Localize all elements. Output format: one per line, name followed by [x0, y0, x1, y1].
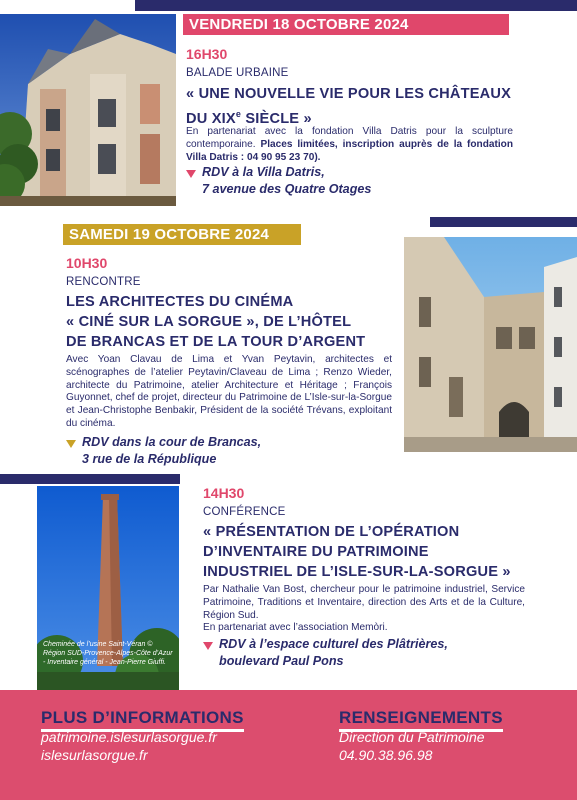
courtyard-photo: [404, 237, 577, 452]
event1-rdv-triangle-icon: [186, 170, 196, 178]
footer-info-heading-text: PLUS D’INFORMATIONS: [41, 708, 244, 727]
event2-time: 10H30: [66, 255, 108, 271]
event1-title-line2a: DU XIX: [186, 110, 236, 127]
event3-title: [203, 522, 533, 582]
event1-title-line1: « UNE NOUVELLE VIE POUR LES CHÂTEAUX: [186, 86, 512, 102]
footer-info-link1[interactable]: patrimoine.islesurlasorgue.fr: [41, 729, 217, 745]
event3-kind: CONFÉRENCE: [203, 506, 286, 518]
event2-navy-bar: [430, 217, 577, 227]
chimney-photo: [37, 486, 179, 690]
event3-rdv-line2: boulevard Paul Pons: [219, 654, 344, 668]
event1-title-line2b: SIÈCLE »: [241, 110, 312, 127]
top-navy-bar: [135, 0, 577, 11]
footer-contact-line1: Direction du Patrimoine: [339, 729, 485, 745]
event1-kind: BALADE URBAINE: [186, 67, 289, 79]
event2-kind: RENCONTRE: [66, 276, 141, 288]
footer-contact-heading-text: RENSEIGNEMENTS: [339, 708, 503, 727]
event2-rdv-line1: RDV dans la cour de Brancas,: [82, 435, 262, 449]
event2-description: Avec Yoan Clavau de Lima et Yvan Peytavin, architectes et scénographes de l’atelier Peytavin/Claveau de Lima ; Renzo Wieder, architecte du Patrimoine, atelier Architecture et Héritage ; François Guyonnet, chef de projet, directeur du Patrimoine de L’Isle-sur-la-Sorgue et Jean-Christophe Benbakir, Président de la société Trévans, exploitant du cinéma.: [66, 354, 392, 429]
event1-rdv: [202, 164, 371, 198]
chimney-photo-caption: Cheminée de l’usine Saint-Véran © Région SUD-Provence-Alpes-Côte d’Azur - Inventaire général - Jean-Pierre Giuffi.: [43, 641, 173, 666]
event1-description: [186, 126, 513, 164]
event3-desc-partner: En partenariat avec l’association Memòri.: [203, 622, 388, 634]
event3-time: 14H30: [203, 485, 245, 501]
event2-title-line1: LES ARCHITECTES DU CINÉMA: [66, 294, 294, 310]
event3-navy-bar: [0, 474, 180, 484]
event1-desc-plain: En partenariat avec la fondation Villa Datris pour la sculpture contemporaine.: [186, 126, 513, 150]
event1-rdv-line1: RDV à la Villa Datris,: [202, 165, 325, 179]
event2-title: [66, 292, 396, 352]
event2-date-badge: SAMEDI 19 OCTOBRE 2024: [63, 224, 301, 245]
event1-desc-bold: Places limitées, inscription auprès de la fondation Villa Datris : 04 90 95 23 70).: [186, 138, 513, 163]
event3-description: [203, 584, 525, 635]
event2-title-line3: DE BRANCAS ET DE LA TOUR D’ARGENT: [66, 334, 366, 350]
event1-time: 16H30: [186, 46, 228, 62]
event3-rdv-line1: RDV à l’espace culturel des Plâtrières,: [219, 637, 448, 651]
event2-title-line2: « CINÉ SUR LA SORGUE », DE L’HÔTEL: [66, 314, 352, 330]
event3-title-line3: INDUSTRIEL DE L’ISLE-SUR-LA-SORGUE »: [203, 564, 511, 580]
event3-rdv-triangle-icon: [203, 642, 213, 650]
footer-band: [0, 690, 577, 800]
event2-rdv: [82, 434, 261, 468]
event3-title-line1: « PRÉSENTATION DE L’OPÉRATION: [203, 524, 460, 540]
event3-rdv: [219, 636, 448, 670]
footer-contact-phone: 04.90.38.96.98: [339, 747, 433, 763]
footer-info-link2[interactable]: islesurlasorgue.fr: [41, 747, 148, 763]
event1-date-badge: VENDREDI 18 OCTOBRE 2024: [183, 14, 509, 35]
event1-rdv-line2: 7 avenue des Quatre Otages: [202, 182, 372, 196]
event1-title-sup: e: [235, 109, 242, 119]
event1-title: [186, 84, 516, 129]
event2-rdv-triangle-icon: [66, 440, 76, 448]
event3-desc-line: Par Nathalie Van Bost, chercheur pour le patrimoine industriel, Service Patrimoine, Traditions et Inventaire, direction des Arts et de la Culture, Région Sud.: [203, 584, 525, 621]
event2-rdv-line2: 3 rue de la République: [82, 452, 217, 466]
villa-facade-photo: [0, 14, 176, 206]
event3-title-line2: D’INVENTAIRE DU PATRIMOINE: [203, 544, 429, 560]
